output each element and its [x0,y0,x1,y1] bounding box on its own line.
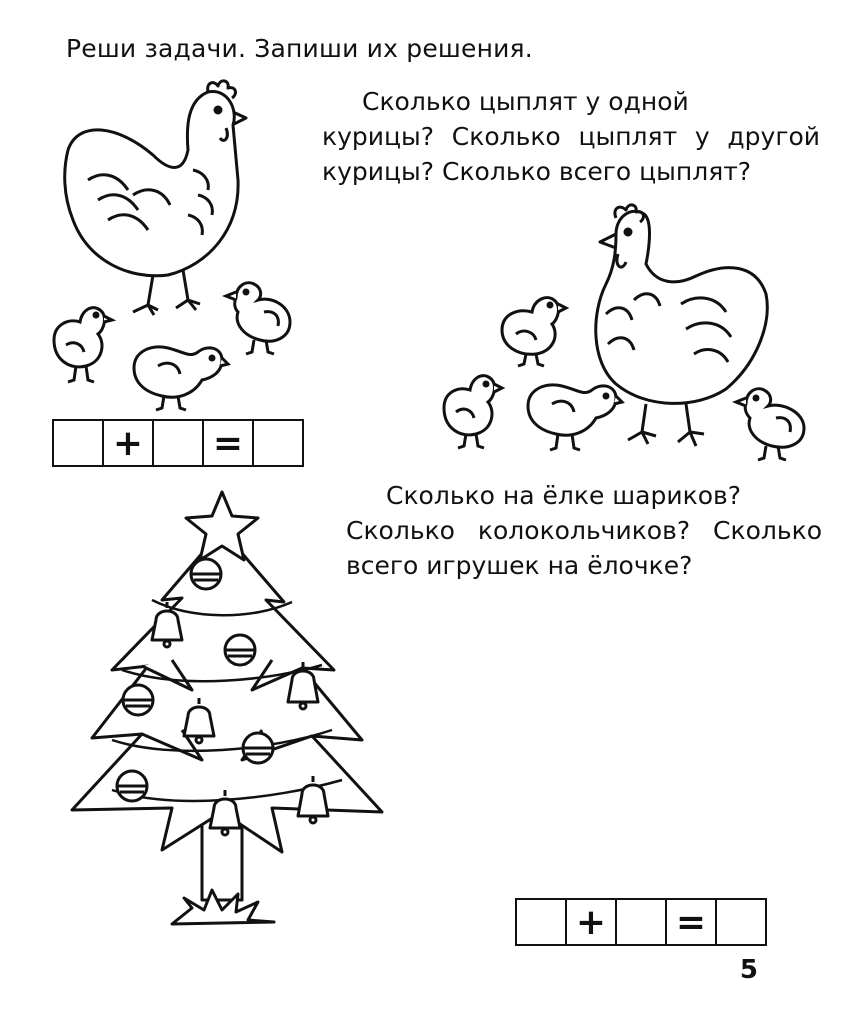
page-number: 5 [739,955,758,985]
task-2-line-1: Сколько на ёлке шариков? [386,481,742,510]
task-1-line-1: Сколько цыплят у одной [362,87,689,116]
christmas-tree-icon [52,490,396,930]
chick-icon [522,376,622,454]
hen-icon [58,80,248,320]
task-2-rest: Сколько колокольчиков? Сколько всего игрушек на ёлочке? [346,516,822,580]
task-1-text [322,84,820,189]
chick-icon [46,300,112,384]
ball-ornament-icon [225,635,255,665]
answer-row-1 [52,419,304,467]
equals-sign: = [204,421,254,465]
task-1-rest: курицы? Сколько цыплят у другой курицы? Сколько всего цыплят? [322,122,820,186]
answer-cell[interactable] [617,900,667,944]
answer-cell[interactable] [254,421,302,465]
answer-cell[interactable] [54,421,104,465]
page-heading: Реши задачи. Запиши их решения. [66,34,533,63]
answer-row-2 [515,898,767,946]
answer-cell[interactable] [517,900,567,944]
chick-icon [128,338,228,412]
task-2-text [346,478,822,583]
ball-ornament-icon [191,559,221,589]
equals-sign: = [667,900,717,944]
ball-ornament-icon [243,733,273,763]
ball-ornament-icon [123,685,153,715]
answer-cell[interactable] [154,421,204,465]
plus-sign: + [567,900,617,944]
plus-sign: + [104,421,154,465]
answer-cell[interactable] [717,900,765,944]
chick-icon [494,290,568,368]
chick-icon [436,366,508,450]
chick-icon [734,384,810,462]
ball-ornament-icon [117,771,147,801]
chick-icon [224,276,296,356]
